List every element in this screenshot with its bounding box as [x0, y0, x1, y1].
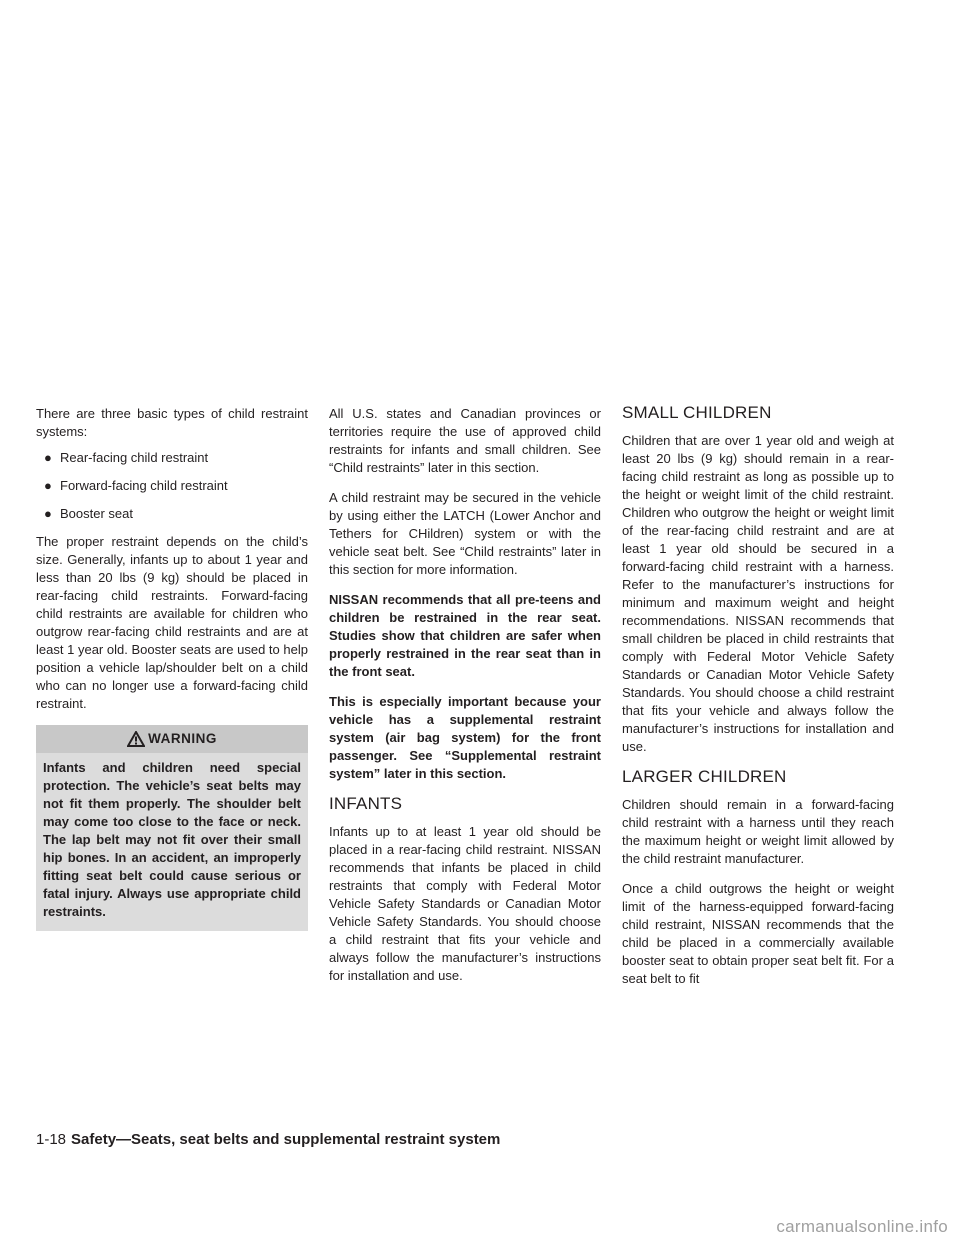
small-children-heading: SMALL CHILDREN	[622, 403, 772, 422]
list-item: ● Rear-facing child restraint	[44, 450, 209, 465]
bullet-icon: ●	[44, 478, 52, 493]
small-children-paragraph: Children that are over 1 year old and weigh at least 20 lbs (9 kg) should remain in a rear-facing child restraint as long as possible up to the height or weight limit of the child restraint. Children who outgrow the height or weight limit of the rear-facing child restraint and are at least 1 year old should be secured in a forward-facing child restraint with a harness. Refer to the manufacturer’s instructions for minimum and maximum weight and height recommendations. NISSAN recommends that small children be placed in child restraints that comply with Federal Motor Vehicle Safety Standards or Canadian Motor Vehicle Safety Standards. You should choose a child restraint that fits your vehicle and always follow the manufacturer’s instructions for installation and use.	[622, 433, 894, 754]
restraint-size-paragraph: The proper restraint depends on the child’s size. Generally, infants up to about 1 year and less than 20 lbs (9 kg) should be placed in rear-facing child restraints. Forward-facing child restraints are available for children who outgrow rear-facing child restraints and are at least 1 year old. Booster seats are used to help position a vehicle lap/shoulder belt on a child who can no longer use a forward-facing child restraint.	[36, 534, 308, 711]
watermark: carmanualsonline.info	[776, 1217, 948, 1236]
warning-header	[36, 725, 308, 753]
bullet-icon: ●	[44, 450, 52, 465]
warning-text: Infants and children need special protection. The vehicle’s seat belts may not fit them properly. The shoulder belt may come too close to the face or neck. The lap belt may not fit over their small hip bones. In an accident, an improperly fitting seat belt could cause serious or fatal injury. Always use appropriate child restraints.	[43, 760, 301, 919]
larger-children-heading: LARGER CHILDREN	[622, 767, 787, 786]
rear-seat-recommendation: NISSAN recommends that all pre-teens and children be restrained in the rear seat. Studies show that children are safer when properly restrained in the rear seat than in the front seat.	[329, 592, 601, 679]
section-title: Safety—Seats, seat belts and supplemental restraint system	[71, 1131, 501, 1148]
bullet-icon: ●	[44, 506, 52, 521]
restraint-types-list	[36, 449, 308, 523]
list-item: ● Booster seat	[44, 506, 133, 521]
column-left	[36, 405, 308, 931]
warning-triangle-icon	[127, 731, 145, 747]
latch-paragraph: A child restraint may be secured in the vehicle by using either the LATCH (Lower Anchor and Tethers for CHildren) system or with the vehicle seat belt. See “Child restraints” later in this section for more information.	[329, 490, 601, 577]
column-middle	[329, 405, 601, 997]
provinces-paragraph: All U.S. states and Canadian provinces or territories require the use of approved child restraints for infants and small children. See “Child restraints” later in this section.	[329, 406, 601, 475]
infants-heading: INFANTS	[329, 794, 403, 813]
warning-title: WARNING	[148, 731, 217, 746]
intro-paragraph: There are three basic types of child restraint systems:	[36, 406, 308, 439]
airbag-note: This is especially important because your vehicle has a supplemental restraint system (air bag system) for the front passenger. See “Supplemental restraint system” later in this section.	[329, 694, 601, 781]
infants-paragraph: Infants up to at least 1 year old should be placed in a rear-facing child restraint. NISSAN recommends that infants be placed in child restraints that comply with Federal Motor Vehicle Safety Standards or Canadian Motor Vehicle Safety Standards. You should choose a child restraint that fits your vehicle and always follow the manufacturer’s instructions for installation and use.	[329, 824, 601, 983]
page-footer	[36, 1131, 500, 1148]
larger-children-paragraph-2: Once a child outgrows the height or weight limit of the harness-equipped forward-facing child restraint, NISSAN recommends that the child be placed in a commercially available booster seat to obtain proper seat belt fit. For a seat belt to fit	[622, 881, 894, 986]
list-item: ● Forward-facing child restraint	[44, 478, 228, 493]
larger-children-paragraph-1: Children should remain in a forward-facing child restraint with a harness until they reach the maximum height or weight limit allowed by the child restraint manufacturer.	[622, 797, 894, 866]
warning-box	[36, 725, 308, 931]
page-number: 1-18	[36, 1131, 67, 1148]
column-right	[622, 400, 894, 1000]
